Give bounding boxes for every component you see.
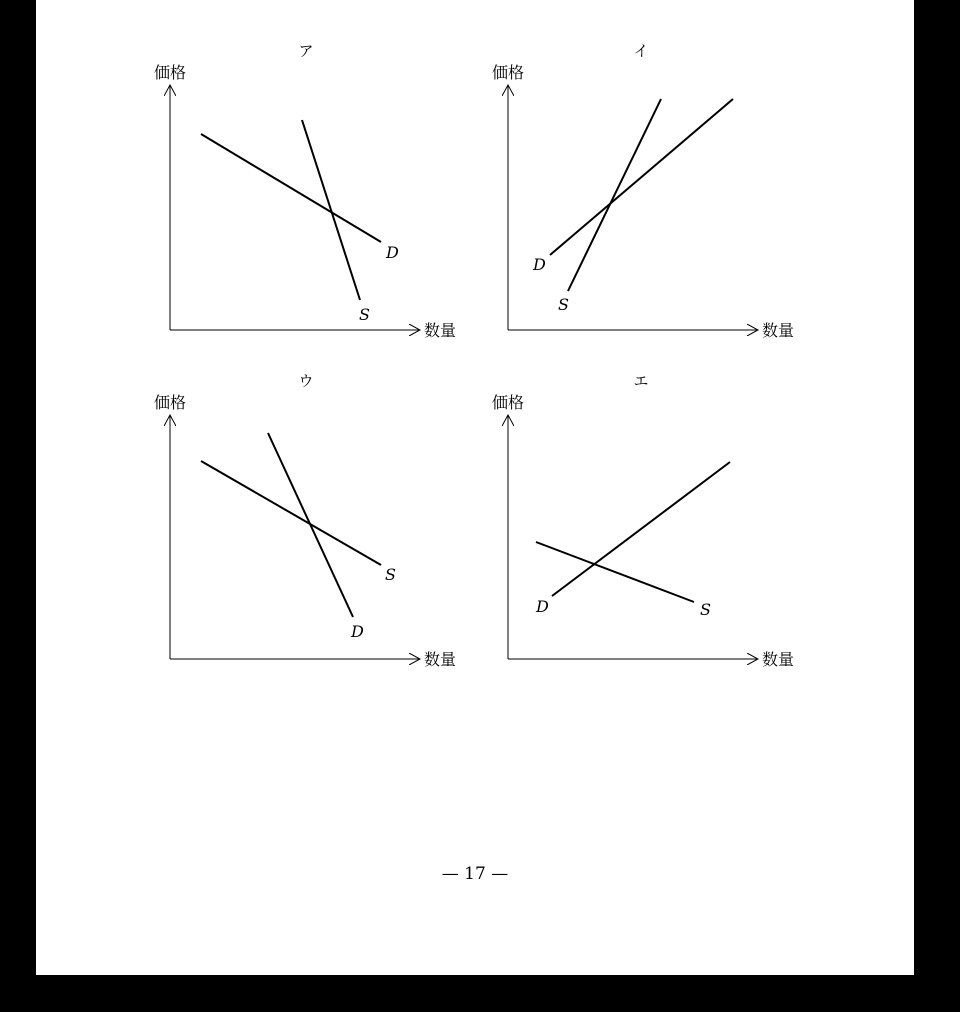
supply-label: S bbox=[385, 565, 396, 584]
demand-label: D bbox=[351, 622, 364, 641]
y-axis-label: 価格 bbox=[491, 63, 525, 82]
panel-title: エ bbox=[633, 372, 649, 390]
demand-label: D bbox=[386, 243, 399, 262]
demand-label: D bbox=[536, 597, 549, 616]
supply-line bbox=[302, 120, 360, 300]
supply-demand-figure bbox=[36, 0, 914, 975]
y-axis-label: 価格 bbox=[491, 393, 525, 412]
panel-e bbox=[492, 372, 794, 669]
x-axis-label: 数量 bbox=[762, 321, 795, 340]
panel-u bbox=[154, 372, 456, 669]
x-axis-label: 数量 bbox=[424, 321, 457, 340]
supply-label: S bbox=[359, 305, 370, 324]
demand-line bbox=[550, 99, 733, 255]
panel-a bbox=[154, 42, 456, 340]
supply-line bbox=[201, 461, 381, 565]
demand-label: D bbox=[533, 255, 546, 274]
supply-label: S bbox=[558, 295, 569, 314]
demand-line bbox=[552, 462, 730, 596]
page-number: — 17 — bbox=[441, 864, 509, 884]
panel-title: イ bbox=[633, 42, 649, 60]
x-axis-label: 数量 bbox=[424, 650, 457, 669]
panel-title: ア bbox=[298, 42, 314, 60]
panel-i bbox=[492, 42, 794, 340]
supply-line bbox=[536, 542, 694, 602]
x-axis-label: 数量 bbox=[762, 650, 795, 669]
supply-label: S bbox=[700, 600, 711, 619]
supply-line bbox=[568, 99, 661, 291]
demand-line bbox=[268, 433, 353, 617]
panel-title: ウ bbox=[298, 372, 314, 390]
demand-line bbox=[201, 134, 381, 242]
y-axis-label: 価格 bbox=[153, 63, 187, 82]
y-axis-label: 価格 bbox=[153, 393, 187, 412]
exam-page bbox=[36, 0, 914, 975]
